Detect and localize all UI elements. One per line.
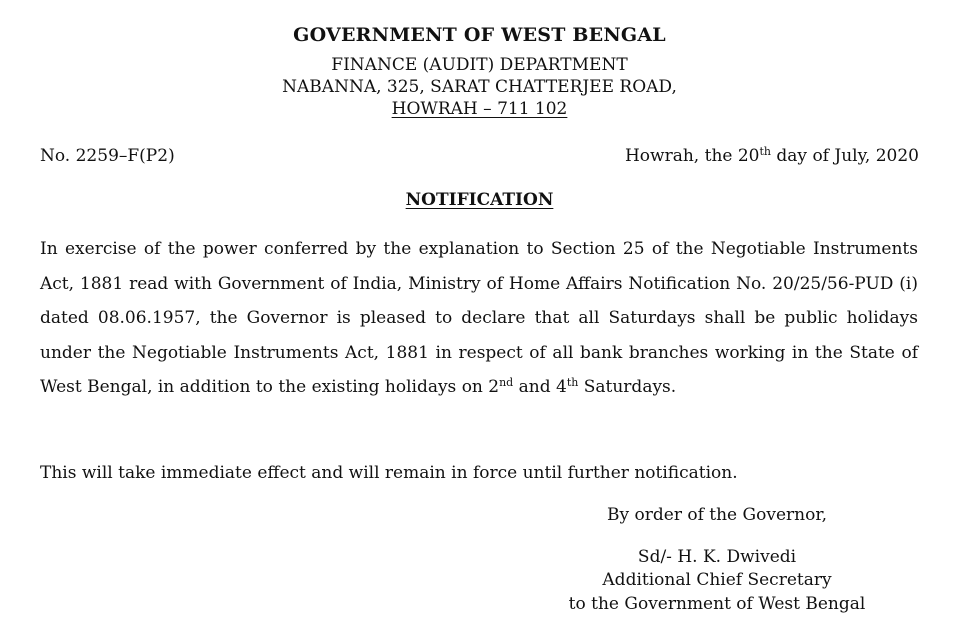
body-text: In exercise of the power conferred by the explanation to Section 25 of the Negotiable Instruments Act, 1881 read with Government of India, Ministry of Home Affairs Notification No. 20/25/56-PUD (i) dated 08.06.1957, the Governor is pleased to declare that all Saturdays shall be public holidays under the Negotiable Instruments Act, 1881 in respect of all bank branches working in the State of West Bengal, in addition to the existing holidays on 2 — [40, 239, 918, 397]
body-text-end: Saturdays. — [578, 377, 677, 397]
signatory-government: to the Government of West Bengal — [568, 594, 866, 614]
date-ordinal: th — [759, 145, 772, 158]
date-prefix: Howrah, the 20 — [624, 146, 760, 166]
department-address: NABANNA, 325, SARAT CHATTERJEE ROAD, — [282, 77, 677, 97]
ordinal-th: th — [566, 376, 579, 389]
department-city — [0, 99, 959, 119]
signatory-designation: Additional Chief Secretary — [602, 570, 832, 590]
department-name: FINANCE (AUDIT) DEPARTMENT — [331, 55, 628, 75]
order-line: By order of the Governor, — [607, 505, 827, 525]
reference-date — [625, 146, 919, 166]
notification-title: NOTIFICATION — [405, 190, 554, 210]
notification-body-paragraph — [40, 232, 918, 405]
body-text-mid: and 4 — [513, 377, 567, 397]
notification-heading — [0, 190, 959, 210]
date-suffix: day of July, 2020 — [771, 146, 919, 166]
effect-paragraph: This will take immediate effect and will remain in force until further notification. — [40, 463, 738, 483]
city-text: HOWRAH – 711 102 — [391, 99, 568, 119]
signatory-name: Sd/- H. K. Dwivedi — [637, 547, 797, 567]
government-title: GOVERNMENT OF WEST BENGAL — [293, 24, 666, 46]
reference-number: No. 2259–F(P2) — [40, 146, 175, 166]
ordinal-nd: nd — [499, 376, 514, 389]
